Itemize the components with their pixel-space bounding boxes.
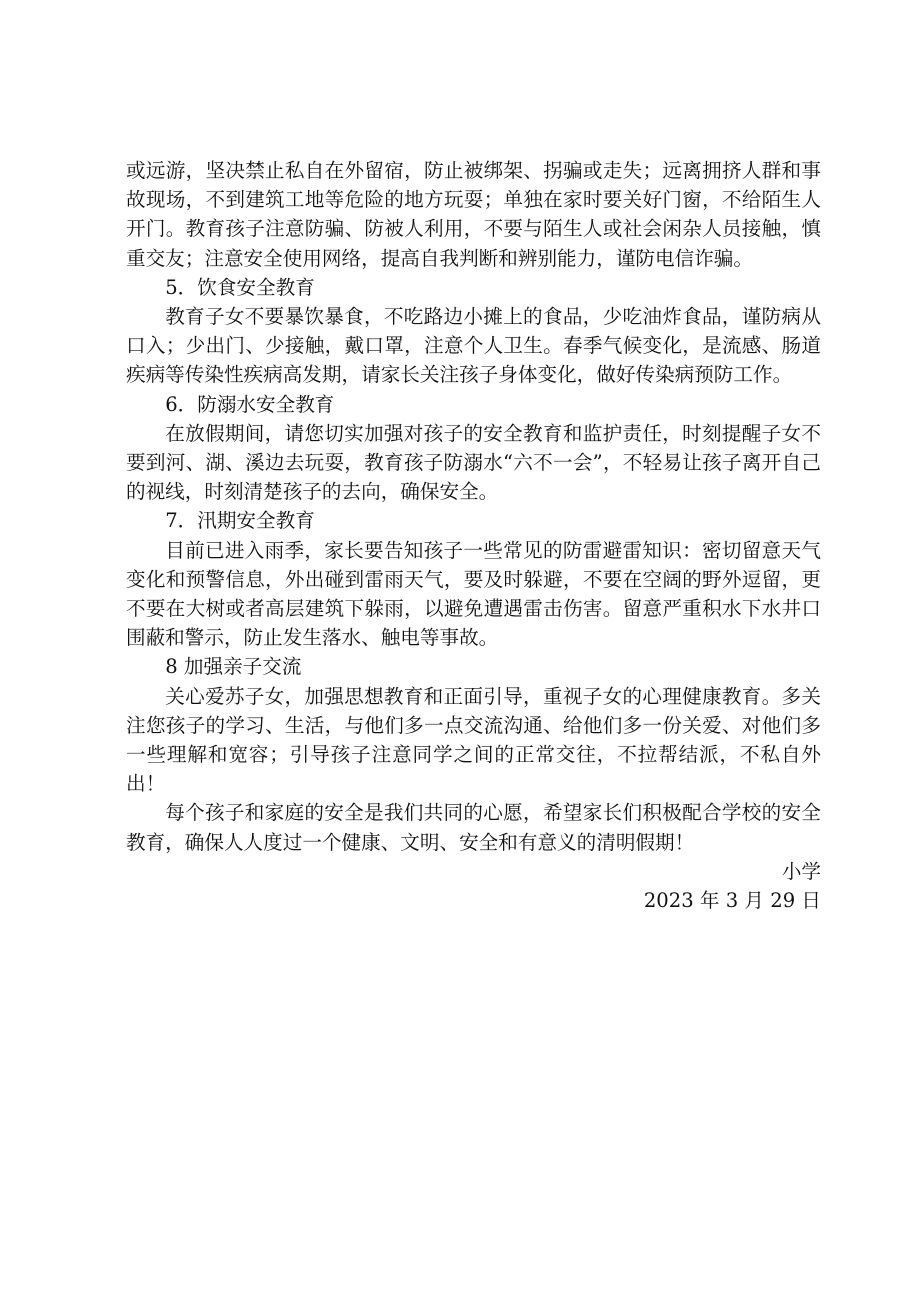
section-heading-flood-season: 7．汛期安全教育 xyxy=(165,509,315,533)
document-page xyxy=(126,156,821,915)
paragraph-continued: 或远游，坚决禁止私自在外留宿，防止被绑架、拐骗或走失；远离拥挤人群和事故现场，不到建筑工地等危险的地方玩耍；单独在家时要关好门窗，不给陌生人开门。教育孩子注意防骗、防被人利用，不要与陌生人或社会闲杂人员接触，慎重交友；注意安全使用网络，提高自我判断和辨别能力，谨防电信诈骗。 xyxy=(126,159,821,270)
paragraph-closing: 每个孩子和家庭的安全是我们共同的心愿，希望家长们积极配合学校的安全教育，确保人人度过一个健康、文明、安全和有意义的清明假期！ xyxy=(126,801,821,854)
signature-school: 小学 xyxy=(781,859,821,883)
section-heading-drowning-prevention: 6．防溺水安全教育 xyxy=(165,392,335,416)
paragraph-drowning-prevention: 在放假期间，请您切实加强对孩子的安全教育和监护责任，时刻提醒子女不要到河、湖、溪边去玩耍，教育孩子防溺水“六不一会”，不轻易让孩子离开自己的视线，时刻清楚孩子的去向，确保安全。 xyxy=(126,421,821,504)
paragraph-food-safety: 教育子女不要暴饮暴食，不吃路边小摊上的食品，少吃油炸食品，谨防病从口入；少出门、少接触，戴口罩，注意个人卫生。春季气候变化，是流感、肠道疾病等传染性疾病高发期，请家长关注孩子身体变化，做好传染病预防工作。 xyxy=(126,305,821,387)
section-heading-food-safety: 5．饮食安全教育 xyxy=(165,275,315,299)
section-heading-parent-child: 8 加强亲子交流 xyxy=(165,655,302,679)
signature-date: 2023 年 3 月 29 日 xyxy=(643,889,821,913)
paragraph-flood-season: 目前已进入雨季，家长要告知孩子一些常见的防雷避雷知识：密切留意天气变化和预警信息，外出碰到雷雨天气，要及时躲避，不要在空阔的野外逗留，更不要在大树或者高层建筑下躲雨，以避免遭遇雷击伤害。留意严重积水下水井口围蔽和警示，防止发生落水、触电等事故。 xyxy=(126,538,821,650)
paragraph-parent-child: 关心爱苏子女，加强思想教育和正面引导，重视子女的心理健康教育。多关注您孩子的学习、生活，与他们多一点交流沟通、给他们多一份关爱、对他们多一些理解和宽容；引导孩子注意同学之间的正常交往，不拉帮结派，不私自外出！ xyxy=(126,684,821,796)
